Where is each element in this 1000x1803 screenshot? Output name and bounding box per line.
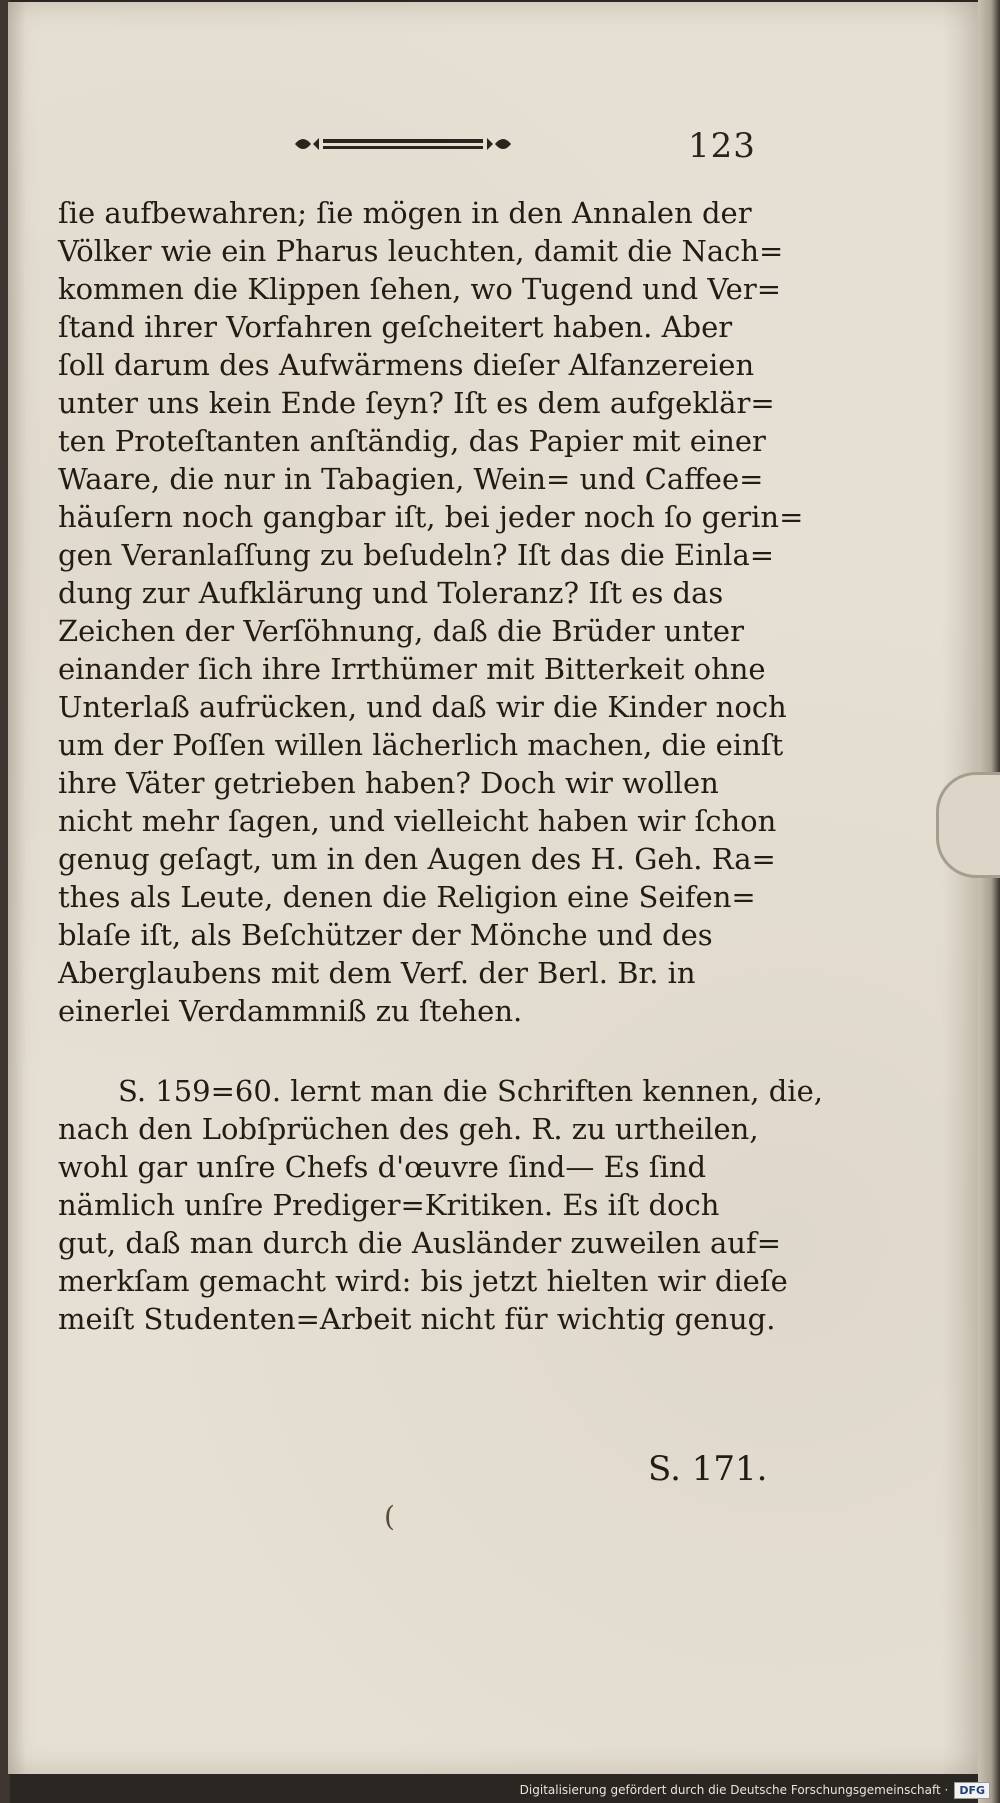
text-line: Völker wie ein Pharus leuchten, damit die Nach= xyxy=(58,234,784,268)
text-line: ſoll darum des Aufwärmens dieſer Alfanzereien xyxy=(58,348,755,382)
text-line: ſie aufbewahren; ſie mögen in den Annalen der xyxy=(58,196,752,230)
text-line: unter uns kein Ende ſeyn? Iſt es dem aufgeklär= xyxy=(58,386,775,420)
text-line: gen Veranlaſſung zu beſudeln? Iſt das die Einla= xyxy=(58,538,775,572)
text-line: einerlei Verdammniß zu ſtehen. xyxy=(58,994,523,1028)
text-line: wohl gar unſre Chefs d'œuvre ſind— Es ſind xyxy=(58,1150,707,1184)
text-line: meiſt Studenten=Arbeit nicht für wichtig genug. xyxy=(58,1302,776,1336)
text-line: ihre Väter getrieben haben? Doch wir wollen xyxy=(58,766,719,800)
text-line: Unterlaß aufrücken, und daß wir die Kinder noch xyxy=(58,690,787,724)
dfg-logo: DFG xyxy=(954,1782,990,1799)
text-line: Aberglaubens mit dem Verf. der Berl. Br. in xyxy=(58,956,696,990)
text-line: gut, daß man durch die Ausländer zuweilen auf= xyxy=(58,1226,782,1260)
text-line: ten Proteſtanten anſtändig, das Papier mit einer xyxy=(58,424,766,458)
page-tab-marker xyxy=(936,772,1000,878)
page-number: 123 xyxy=(688,126,756,166)
book-page xyxy=(8,2,980,1774)
text-line: dung zur Aufklärung und Toleranz? Iſt es das xyxy=(58,576,724,610)
footer-credit: Digitalisierung gefördert durch die Deutsche Forschungsgemeinschaft · xyxy=(519,1783,949,1797)
decorative-rule-icon xyxy=(293,130,513,158)
text-line: nämlich unſre Prediger=Kritiken. Es iſt doch xyxy=(58,1188,720,1222)
text-line: um der Poſſen willen lächerlich machen, die einſt xyxy=(58,728,784,762)
text-line: einander ſich ihre Irrthümer mit Bitterkeit ohne xyxy=(58,652,766,686)
text-line: S. 159=60. lernt man die Schriften kennen, die, xyxy=(118,1074,823,1108)
digitization-footer xyxy=(520,1779,990,1801)
catchword: S. 171. xyxy=(648,1449,768,1489)
text-line: häuſern noch gangbar iſt, bei jeder noch ſo gerin= xyxy=(58,500,804,534)
text-line: blaſe iſt, als Beſchützer der Mönche und des xyxy=(58,918,713,952)
text-line: nicht mehr ſagen, und vielleicht haben wir ſchon xyxy=(58,804,777,838)
text-line: Zeichen der Verſöhnung, daß die Brüder unter xyxy=(58,614,744,648)
text-line: Waare, die nur in Tabagien, Wein= und Caffee= xyxy=(58,462,764,496)
text-line: merkſam gemacht wird: bis jetzt hielten wir dieſe xyxy=(58,1264,788,1298)
page-header xyxy=(293,126,763,166)
text-line: kommen die Klippen ſehen, wo Tugend und Ver= xyxy=(58,272,782,306)
text-line: nach den Lobſprüchen des geh. R. zu urtheilen, xyxy=(58,1112,759,1146)
text-line: ſtand ihrer Vorfahren geſcheitert haben. Aber xyxy=(58,310,733,344)
text-line: thes als Leute, denen die Religion eine Seifen= xyxy=(58,880,756,914)
text-line: genug geſagt, um in den Augen des H. Geh. Ra= xyxy=(58,842,776,876)
pen-mark: ( xyxy=(384,1500,395,1533)
body-text xyxy=(58,194,823,1338)
paragraph-gap xyxy=(58,1030,768,1072)
page-right-edge xyxy=(978,0,1000,1803)
